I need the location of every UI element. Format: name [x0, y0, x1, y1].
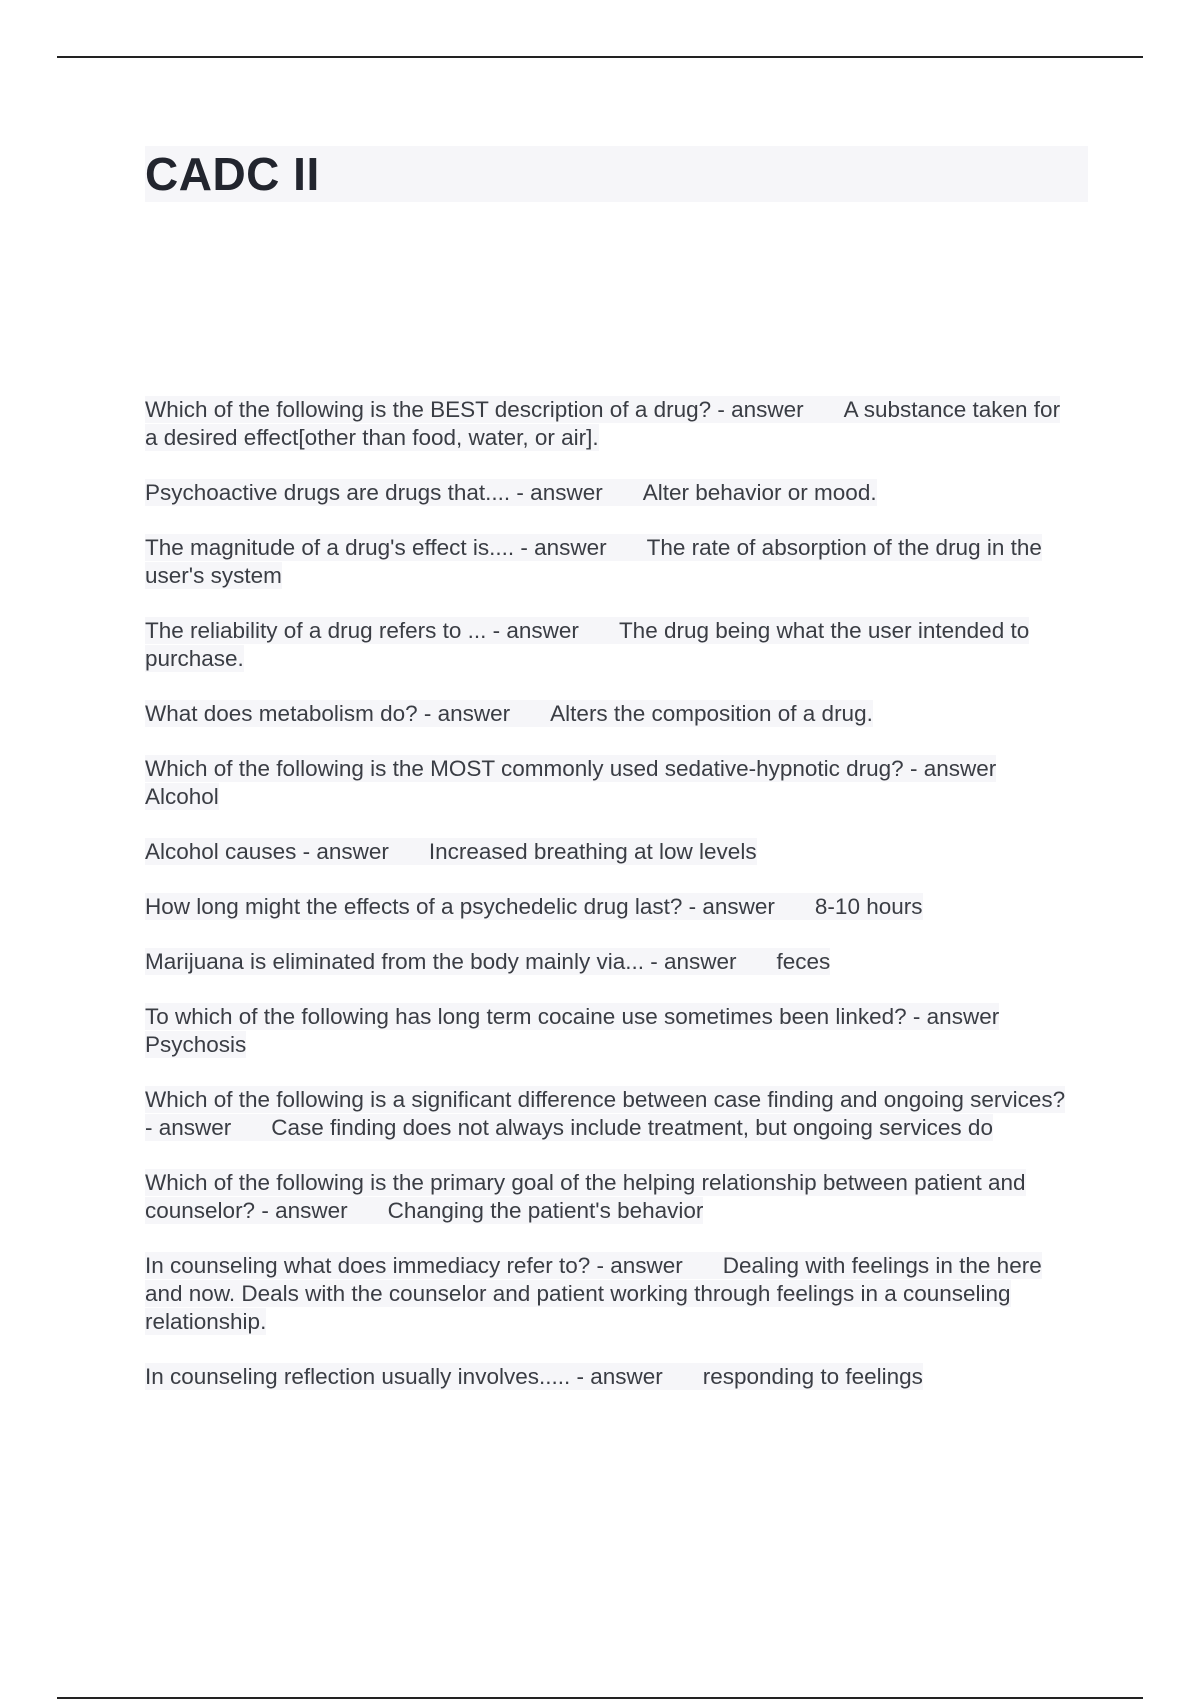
qa-item: [145, 479, 1075, 507]
qa-answer: Alcohol: [145, 784, 219, 809]
qa-answer: Case finding does not always include treatment, but ongoing services do: [271, 1115, 993, 1140]
qa-question: Which of the following is the MOST commonly used sedative-hypnotic drug? - answer: [145, 756, 997, 781]
title-band: [145, 146, 1088, 202]
qa-question: Marijuana is eliminated from the body mainly via... - answer: [145, 949, 737, 974]
qa-item: [145, 838, 1075, 866]
qa-answer: Increased breathing at low levels: [428, 839, 757, 864]
qa-item: [145, 948, 1075, 976]
qa-answer: Alters the composition of a drug.: [550, 701, 873, 726]
bottom-rule: [57, 1697, 1143, 1699]
qa-item: [145, 1086, 1075, 1142]
qa-answer: The drug being what the user intended to purchase.: [145, 618, 1030, 671]
qa-item: [145, 893, 1075, 921]
qa-item: [145, 1003, 1075, 1059]
qa-answer: A substance taken for a desired effect[other than food, water, or air].: [145, 397, 1061, 450]
qa-item: [145, 1252, 1075, 1336]
qa-answer: Changing the patient's behavior: [387, 1198, 704, 1223]
qa-question: Psychoactive drugs are drugs that.... - answer: [145, 480, 603, 505]
qa-question: How long might the effects of a psychedelic drug last? - answer: [145, 894, 775, 919]
page-title: CADC II: [145, 148, 320, 200]
qa-question: Which of the following is a significant difference between case finding and ongoing services? - answer: [145, 1087, 1066, 1140]
qa-item: [145, 617, 1075, 673]
qa-question: The reliability of a drug refers to ... - answer: [145, 618, 579, 643]
qa-answer: Psychosis: [145, 1032, 247, 1057]
qa-item: [145, 755, 1075, 811]
qa-answer: Alter behavior or mood.: [642, 480, 877, 505]
qa-answer: Dealing with feelings in the here and now. Deals with the counselor and patient working through feelings in a counseling relationship.: [145, 1253, 1042, 1334]
qa-question: In counseling what does immediacy refer to? - answer: [145, 1253, 683, 1278]
qa-answer: 8-10 hours: [814, 894, 923, 919]
qa-item: [145, 1363, 1075, 1391]
qa-question: Which of the following is the BEST description of a drug? - answer: [145, 397, 804, 422]
top-rule: [57, 56, 1143, 58]
qa-question: The magnitude of a drug's effect is.... - answer: [145, 535, 607, 560]
qa-answer: responding to feelings: [702, 1364, 923, 1389]
qa-list: [145, 396, 1075, 1418]
qa-question: Which of the following is the primary goal of the helping relationship between patient and counselor? - answer: [145, 1170, 1026, 1223]
qa-item: [145, 700, 1075, 728]
qa-question: To which of the following has long term cocaine use sometimes been linked? - answer: [145, 1004, 1000, 1029]
qa-answer: feces: [776, 949, 831, 974]
qa-question: What does metabolism do? - answer: [145, 701, 511, 726]
qa-question: Alcohol causes - answer: [145, 839, 389, 864]
qa-item: [145, 396, 1075, 452]
qa-item: [145, 1169, 1075, 1225]
qa-answer: The rate of absorption of the drug in the user's system: [145, 535, 1042, 588]
qa-question: In counseling reflection usually involves..... - answer: [145, 1364, 663, 1389]
qa-item: [145, 534, 1075, 590]
